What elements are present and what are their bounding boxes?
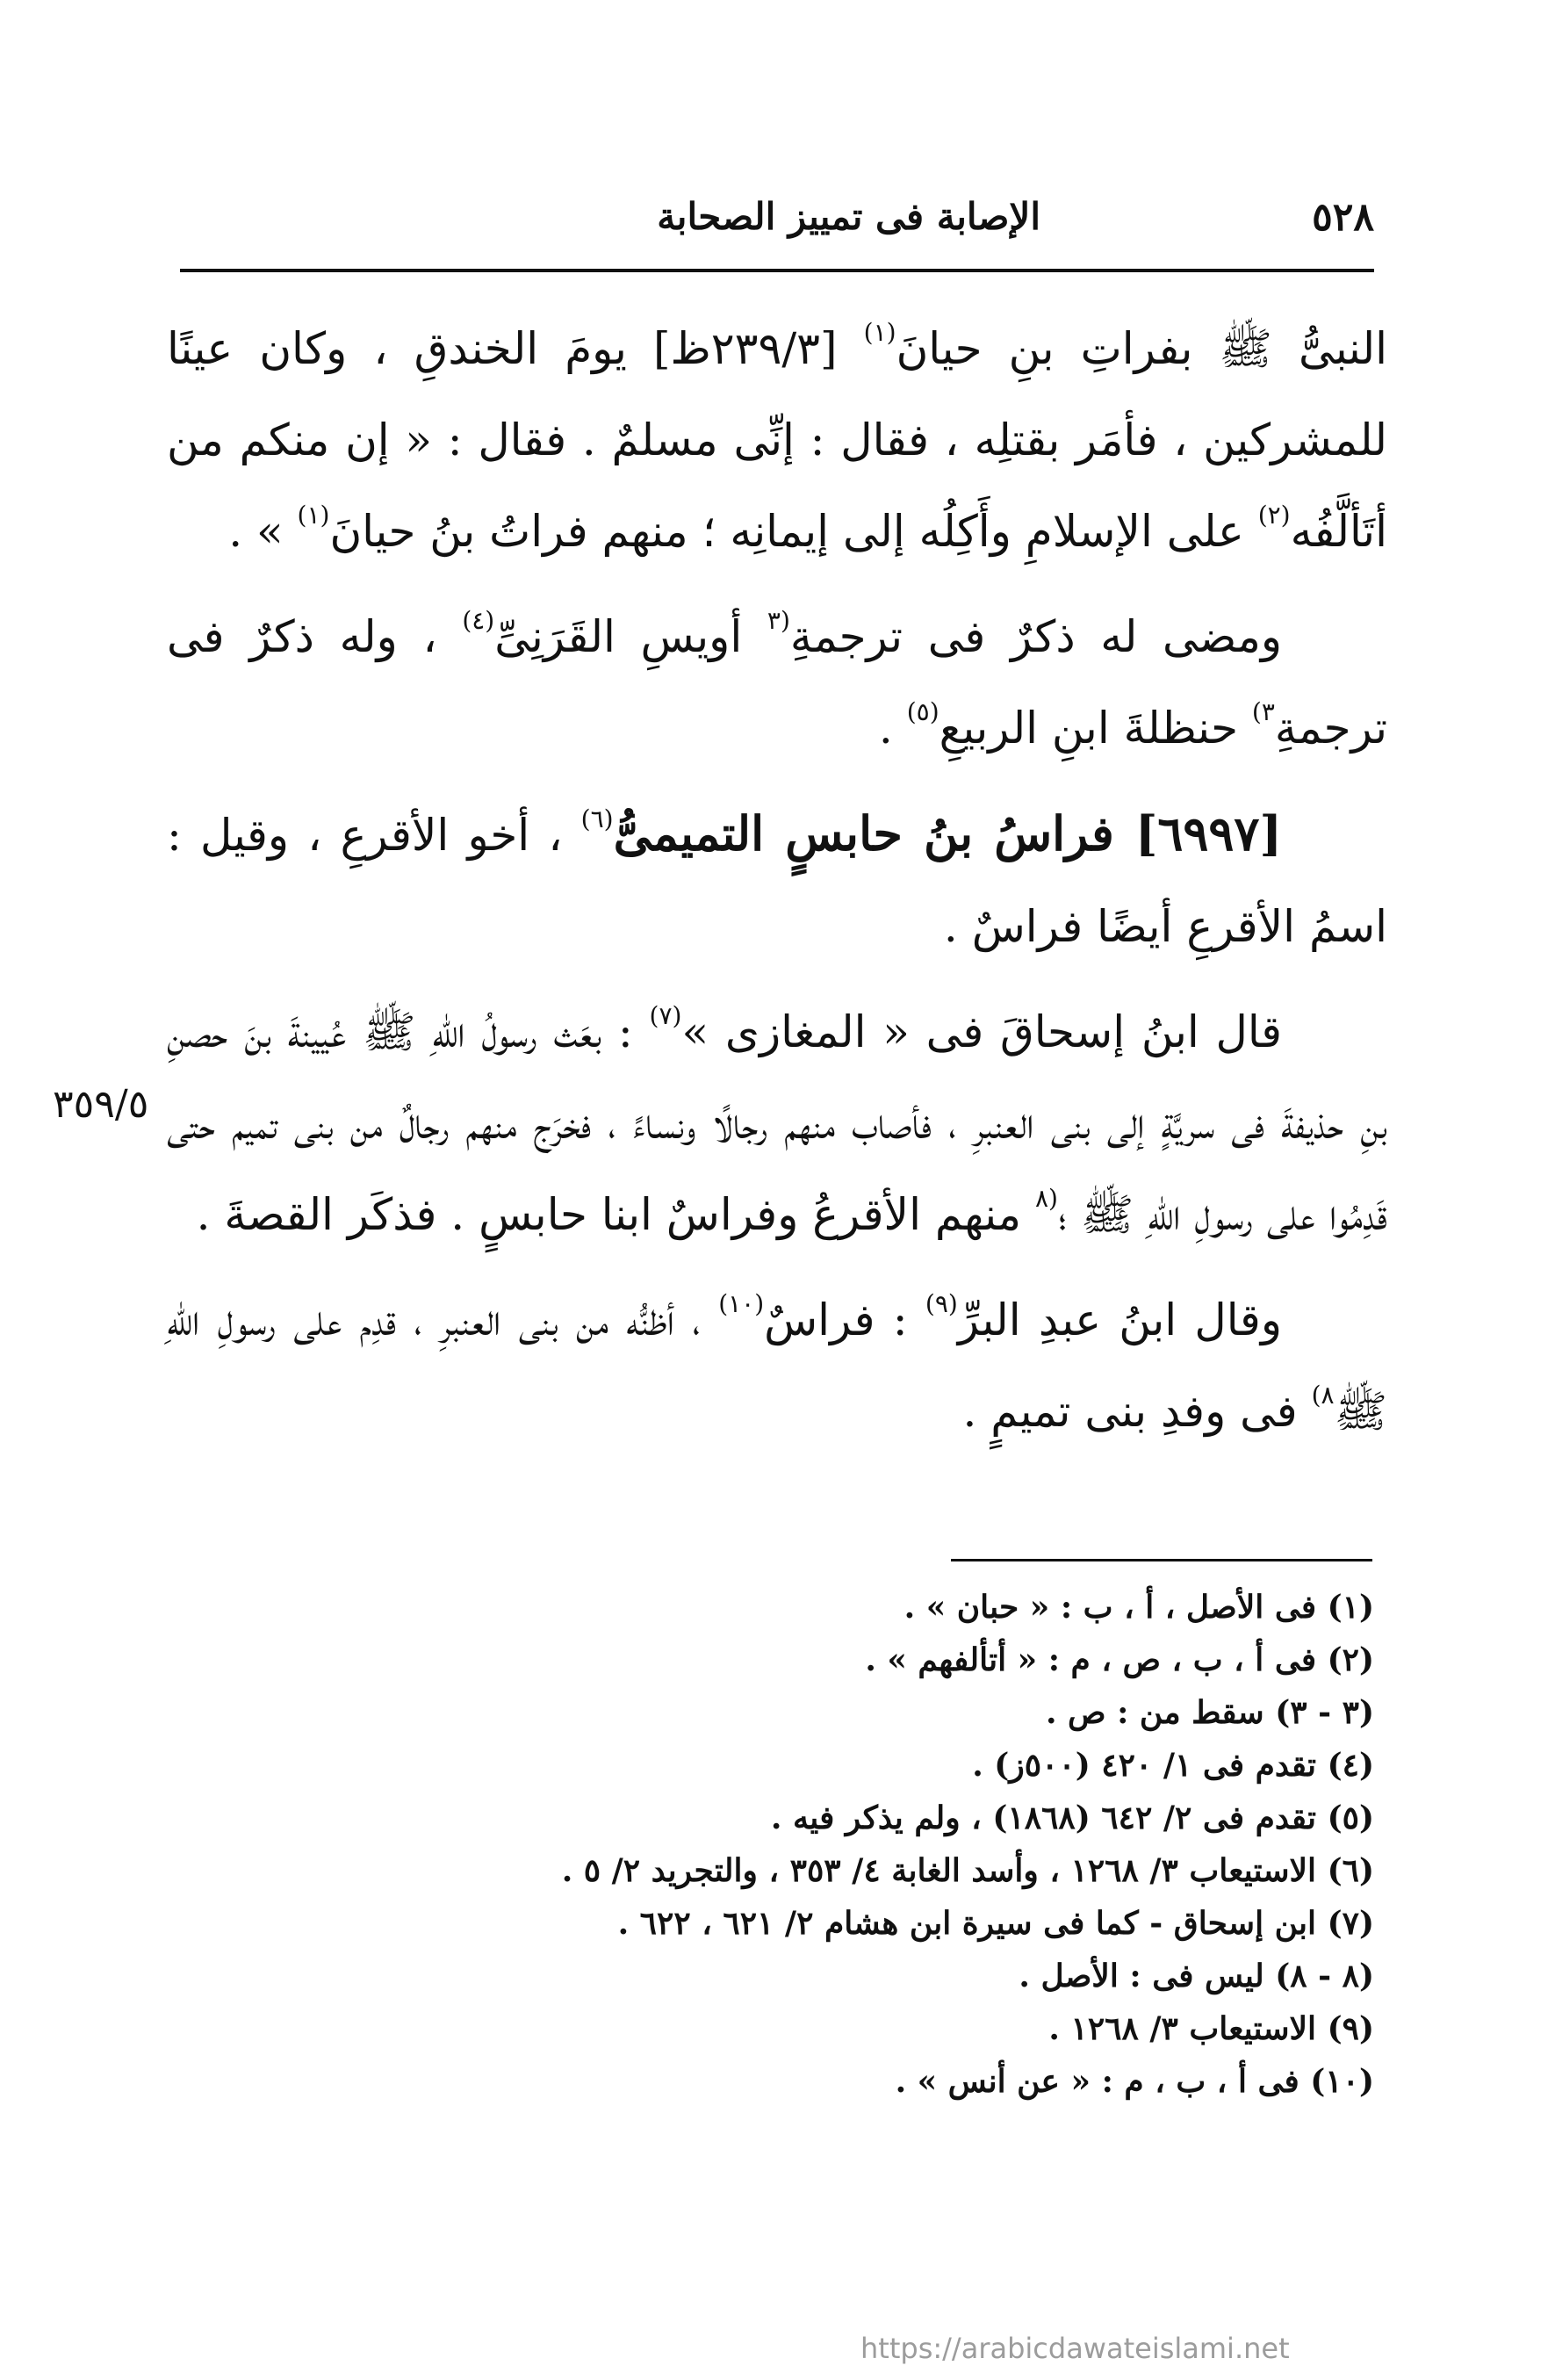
entry-heading: [٦٩٩٧] فراسُ بنُ حابسٍ التميمىُّ (613, 805, 1282, 862)
text-run: ، أخو الأقرعِ ، وقيل : اسمُ الأقرعِ أيضًا فراسٌ . (167, 810, 1387, 952)
footnote-ref: (١) (863, 318, 896, 347)
text-run: : فراسٌ (764, 1295, 925, 1345)
footnote-6: (٦) الاستيعاب ٣/ ١٢٦٨ ، وأسد الغابة ٤/ ٣٥٣ ، والتجريد ٢/ ٥ . (561, 1852, 1374, 1889)
footnote-4: (٤) تقدم فى ١/ ٤٢٠ (٥٠٠ز) . (972, 1747, 1374, 1784)
footnote-ref: (٦) (580, 804, 614, 833)
text-run: ، وله ذكرٌ فى ترجمةِ (167, 611, 1387, 754)
text-run: منهم الأقرعُ وفراسٌ ابنا حابسٍ . فذكَر القصةَ . (196, 1189, 1035, 1240)
footnote-ref: ٣) (1251, 697, 1275, 726)
text-run: : بعَث رسولُ اللهِ ﷺ عُيينةَ بنَ حصنِ بنِ حذيفةَ فى سريَّةٍ إلى بنى العنبرِ ، فأصاب منهم رجالًا ونساءً ، فخرَج منهم رجالٌ من بنى تميم حتى قَدِمُوا على رسولِ اللهِ ﷺ ؛ (167, 1006, 1387, 1240)
main-text (167, 303, 1387, 1457)
source-watermark: https://arabicdawateislami.net (860, 2332, 1290, 2365)
footnote-ref: (٩) (925, 1289, 958, 1318)
footnote-ref: (٧) (649, 1001, 682, 1030)
text-run: ومضى له ذكرٌ فى ترجمةِ (789, 611, 1282, 662)
footnote-ref: (١٠) (718, 1289, 765, 1318)
footnote-7: (٧) ابن إسحاق - كما فى سيرة ابن هشام ٢/ ٦٢١ ، ٦٢٢ . (617, 1905, 1374, 1942)
paragraph-1 (167, 303, 1387, 577)
paragraph-4 (167, 986, 1387, 1260)
text-run: ، أظنُّه من بنى العنبرِ ، قدِم على رسولِ اللهِ ﷺ (167, 1295, 1387, 1437)
margin-volume-page-note: ٣٥٩/٥ (53, 1082, 149, 1127)
page-number: ٥٢٨ (1312, 195, 1374, 240)
footnote-ref: (٢) (1257, 501, 1291, 530)
footnote-rule (951, 1559, 1372, 1561)
text-run: حنظلةَ ابنِ الربيعِ (939, 703, 1252, 754)
text-run: على الإسلامِ وأَكِلُه إلى إيمانِه ؛ منهم فراتُ بنُ حيانَ (329, 506, 1258, 557)
footnote-ref: (٣ (767, 606, 790, 635)
text-run: قال ابنُ إسحاقَ فى « المغازى » (681, 1006, 1282, 1057)
page-header (180, 176, 1374, 263)
header-rule (180, 269, 1374, 272)
footnote-2: (٢) فى أ ، ب ، ص ، م : « أتألفهم » . (865, 1641, 1374, 1678)
footnote-1: (١) فى الأصل ، أ ، ب : « حبان » . (903, 1589, 1374, 1626)
text-run: النبىُّ ﷺ بفراتِ بنِ حيانَ (896, 323, 1388, 374)
entry-paragraph (167, 788, 1387, 972)
footnote-ref: (٨ (1034, 1184, 1058, 1213)
text-run: . (878, 703, 907, 754)
paragraph-2 (167, 591, 1387, 774)
text-run: [٢٣٩/٣ظ] يومَ الخندقِ ، وكان عينًا للمشركين ، فأمَر بقتلِه ، فقال : إنِّى مسلمٌ . فقال : « إن منكم من أتَألَّفُه (167, 323, 1387, 557)
running-title: الإصابة فى تمييز الصحابة (657, 195, 1040, 238)
text-run: أويسِ القَرَنِىِّ (494, 611, 767, 662)
footnote-ref: (٥) (906, 697, 939, 726)
footnote-ref: (٤) (462, 606, 495, 635)
paragraph-5 (167, 1274, 1387, 1457)
text-run: وقال ابنُ عبدِ البرِّ (957, 1295, 1282, 1345)
footnote-10: (١٠) فى أ ، ب ، م : « عن أنس » . (895, 2063, 1374, 2100)
footnote-8: (٨ - ٨) ليس فى : الأصل . (1019, 1958, 1374, 1994)
footnote-ref: ٨) (1311, 1381, 1335, 1410)
footnote-5: (٥) تقدم فى ٢/ ٦٤٢ (١٨٦٨) ، ولم يذكر فيه . (770, 1799, 1374, 1836)
footnote-3: (٣ - ٣) سقط من : ص . (1045, 1694, 1374, 1731)
text-run: » . (228, 506, 298, 557)
footnote-ref: (١) (297, 501, 330, 530)
text-run: فى وفدِ بنى تميمٍ . (962, 1386, 1312, 1437)
footnote-9: (٩) الاستيعاب ٣/ ١٢٦٨ . (1048, 2010, 1374, 2047)
footnotes (263, 1581, 1374, 2108)
